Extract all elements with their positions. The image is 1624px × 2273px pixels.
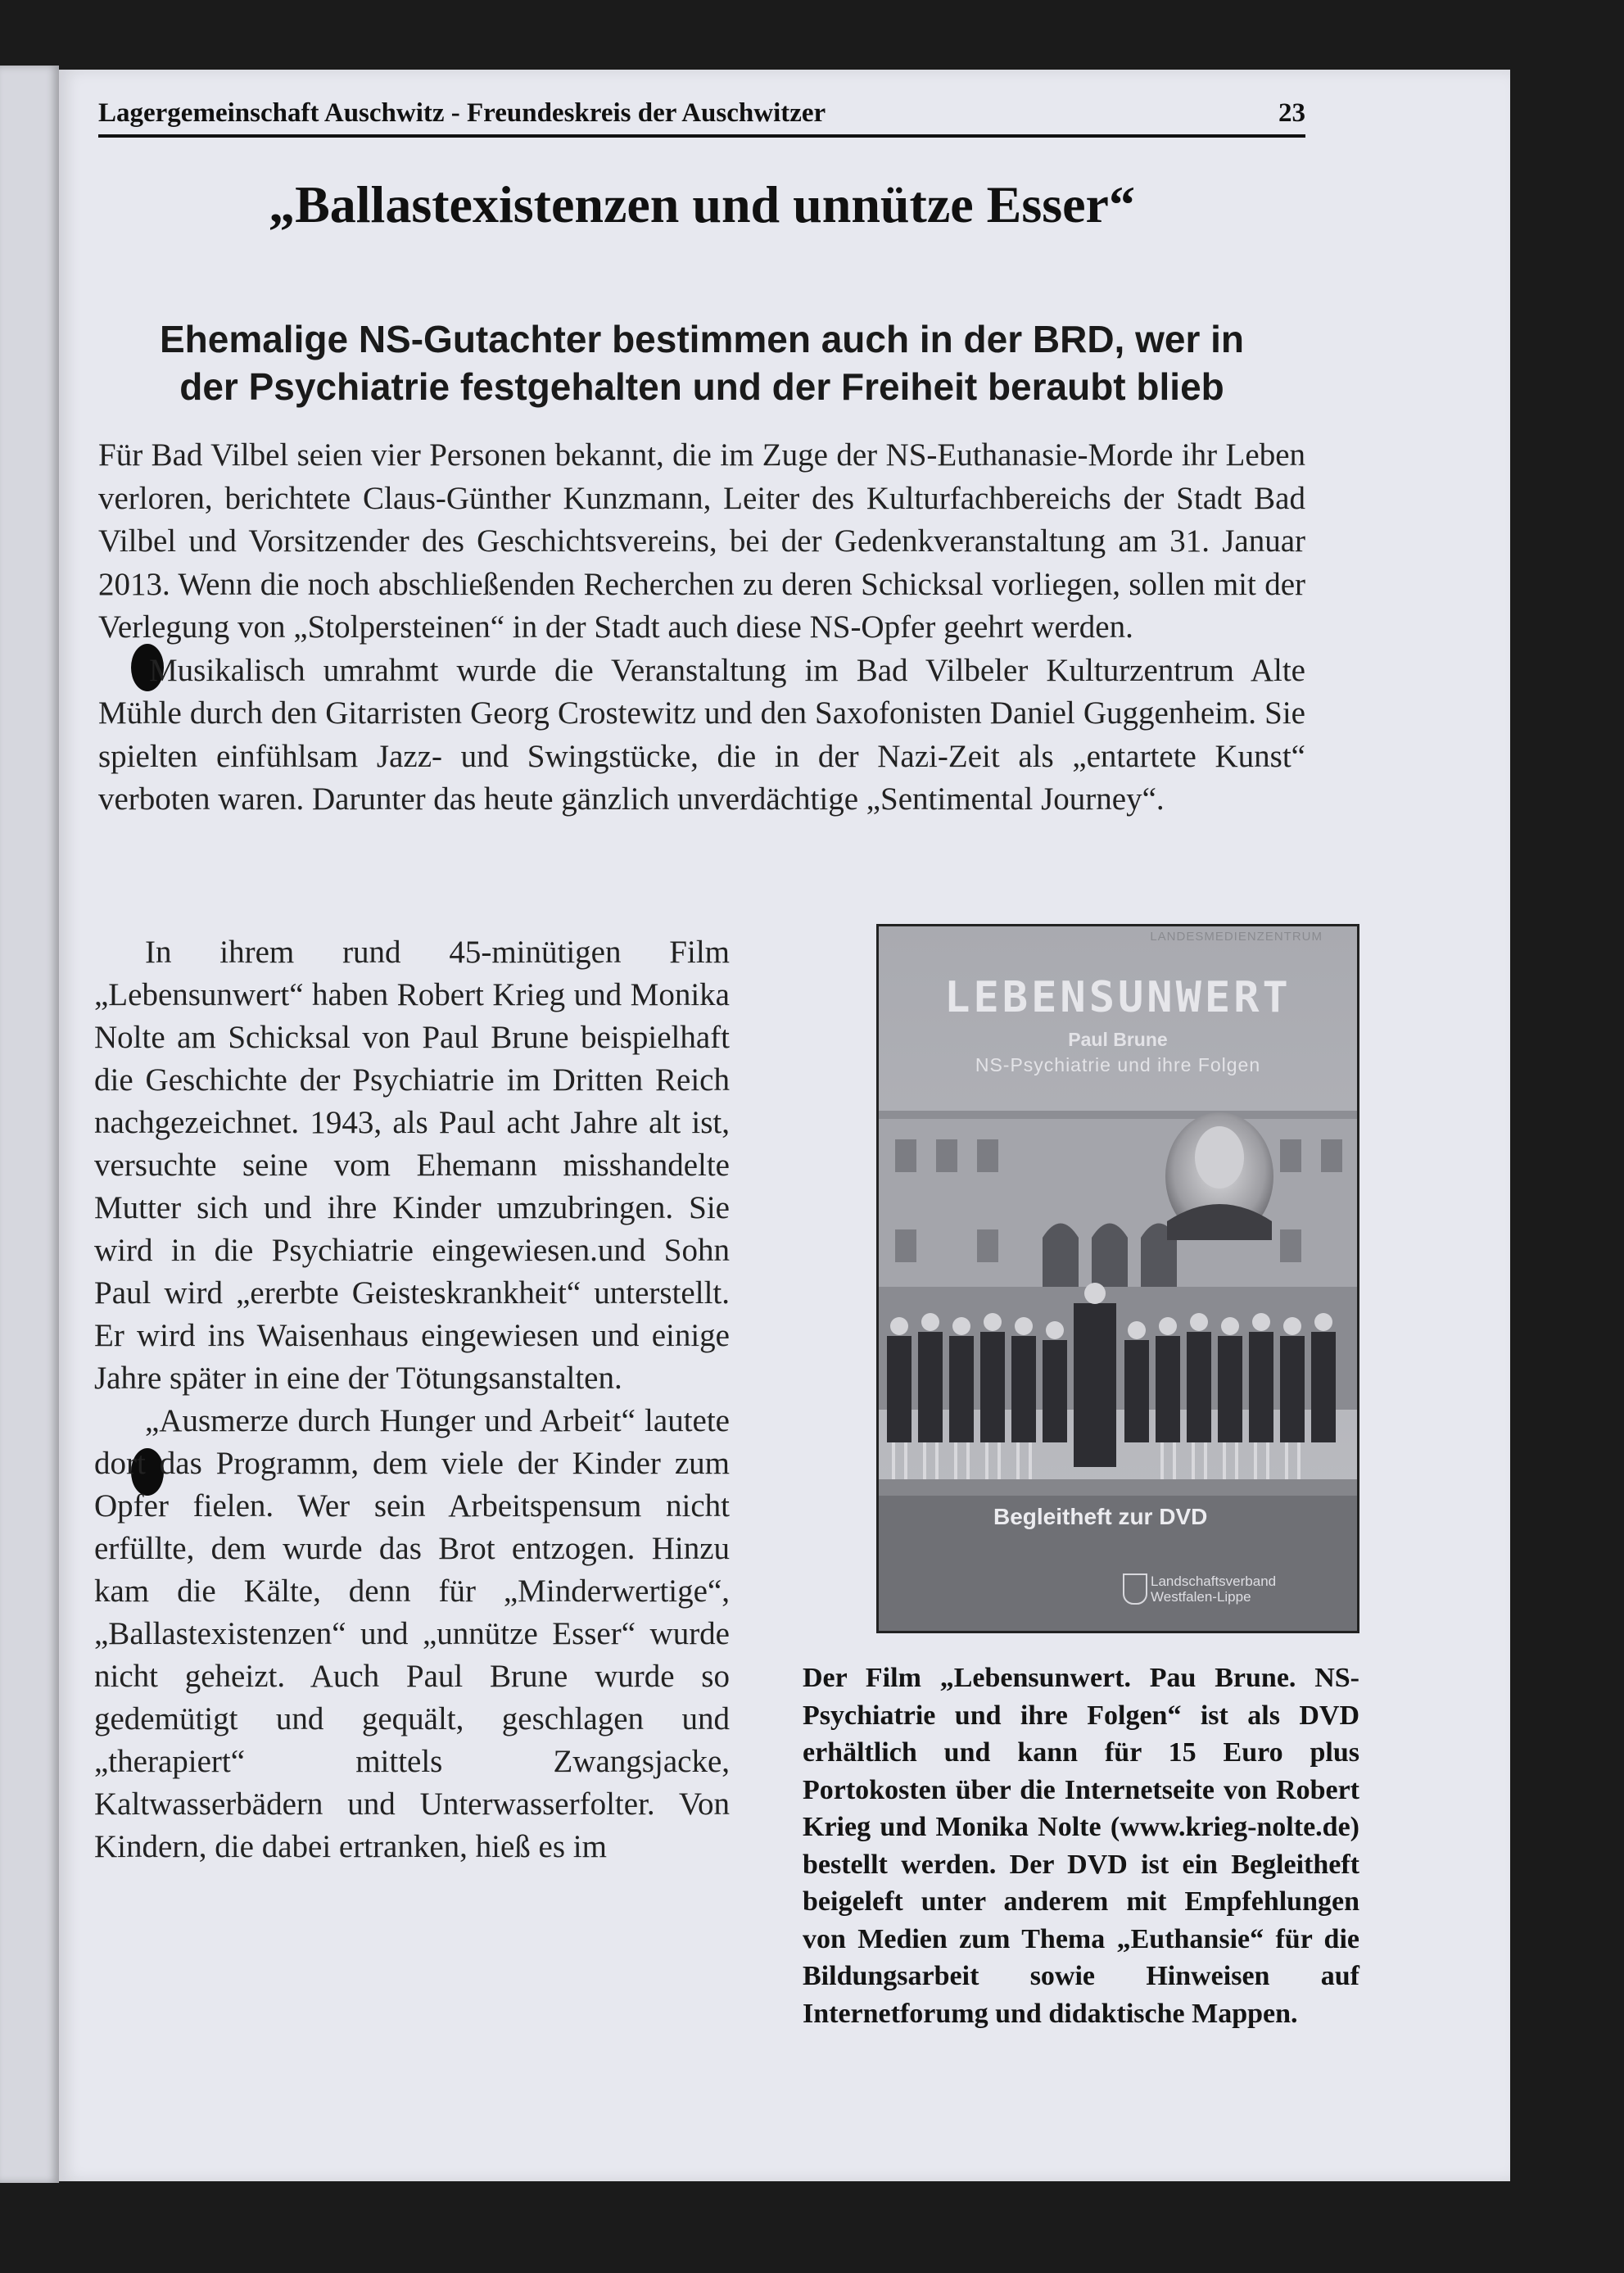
intro-paragraph: Musikalisch umrahmt wurde die Veranstaltung im Bad Vilbeler Kulturzentrum Alte Mühle durch den Gitarristen Georg Crostewitz und den Saxofonisten Daniel Guggenheim. Sie spielten einfühlsam Jazz- und Swingstücke, die in der Nazi-Zeit als „entartete Kunst“ verboten waren. Darunter das heute gänzlich unverdächtige „Sentimental Journey“. [98,652,1305,817]
column-paragraph: In ihrem rund 45-minütigen Film „Lebensunwert“ haben Robert Krieg und Monika Nolte am Schicksal von Paul Brune beispielhaft die Geschichte der Psychiatrie im Dritten Reich nachgezeichnet. 1943, als Paul acht Jahre alt ist, versuchte seine vom Ehemann misshandelte Mutter sich und ihre Kinder umzubringen. Sie wird in die Psychiatrie eingewiesen.und Sohn Paul wird „ererbte Geisteskrankheit“ unterstellt. Er wird ins Waisenhaus eingewiesen und einige Jahre später in eine der Tötungsanstalten. [94,935,730,1396]
dvd-cover-image [876,924,1359,1633]
running-head [98,97,1305,138]
publisher-line: Landschaftsverband [1151,1573,1277,1589]
article-subheadline: Ehemalige NS-Gutachter bestimmen auch in der BRD, wer in der Psychiatrie festgehalten und der Freiheit beraubt blieb [159,318,1245,408]
page-number: 23 [1278,98,1305,128]
intro-paragraph: Für Bad Vilbel seien vier Personen bekannt, die im Zuge der NS-Euthanasie-Morde ihr Leben verloren, berichtete Claus-Günther Kunzmann, Leiter des Kulturfachbereichs der Stadt Bad Vilbel und Vorsitzender des Geschichtsvereins, bei der Gedenkveranstaltung am 31. Januar 2013. Wenn die noch abschließenden Recherchen zu deren Schicksal vorliegen, sollen mit der Verlegung von „Stolpersteinen“ in der Stadt auch diese NS-Opfer geehrt werden. [98,437,1305,645]
article-headline: „Ballastexistenzen und unnütze Esser“ [269,175,1135,233]
cover-banner: Begleitheft zur DVD [993,1504,1208,1529]
cover-subtitle: NS-Psychiatrie und ihre Folgen [975,1054,1261,1075]
body-column [94,931,730,1868]
cover-title: LEBENSUNWERT [944,973,1292,1022]
figure-caption: Der Film „Lebensunwert. Pau Brune. NS-Psychiatrie und ihre Folgen“ ist als DVD erhältlich und kann für 15 Euro plus Portokosten über die Internetseite von Robert Krieg und Monika Nolte (www.krieg-nolte.de) bestellt werden. Der DVD ist ein Begleitheft beigeleft unter anderem mit Empfehlungen von Medien zum Thema „Euthansie“ für die Bildungsarbeit sowie Hinweisen auf Internetforumg und didaktische Mappen. [803,1663,1359,2029]
publisher-line: Westfalen-Lippe [1151,1589,1251,1605]
intro-text [98,434,1305,822]
running-head-title: Lagergemeinschaft Auschwitz - Freundeskreis der Auschwitzer [98,98,826,128]
crest-icon [1123,1573,1147,1605]
column-paragraph: „Ausmerze durch Hunger und Arbeit“ lautete dort das Programm, dem viele der Kinder zum Opfer fielen. Wer sein Arbeitspensum nicht erfüllte, dem wurde das Brot entzogen. Hinzu kam die Kälte, denn für „Minderwertige“, „Ballastexistenzen“ und „unnütze Esser“ wurde nicht geheizt. Auch Paul Brune wurde so gedemütigt und gequält, geschlagen und „therapiert“ mittels Zwangsjacke, Kaltwasserbädern und Unterwasserfolter. Von Kindern, die dabei ertranken, hieß es im [94,1403,730,1864]
cover-watermark: LANDESMEDIENZENTRUM [1150,930,1323,944]
facing-page-edge [0,66,59,2183]
cover-publisher [1151,1573,1276,1605]
cover-subtitle: Paul Brune [1068,1029,1168,1050]
